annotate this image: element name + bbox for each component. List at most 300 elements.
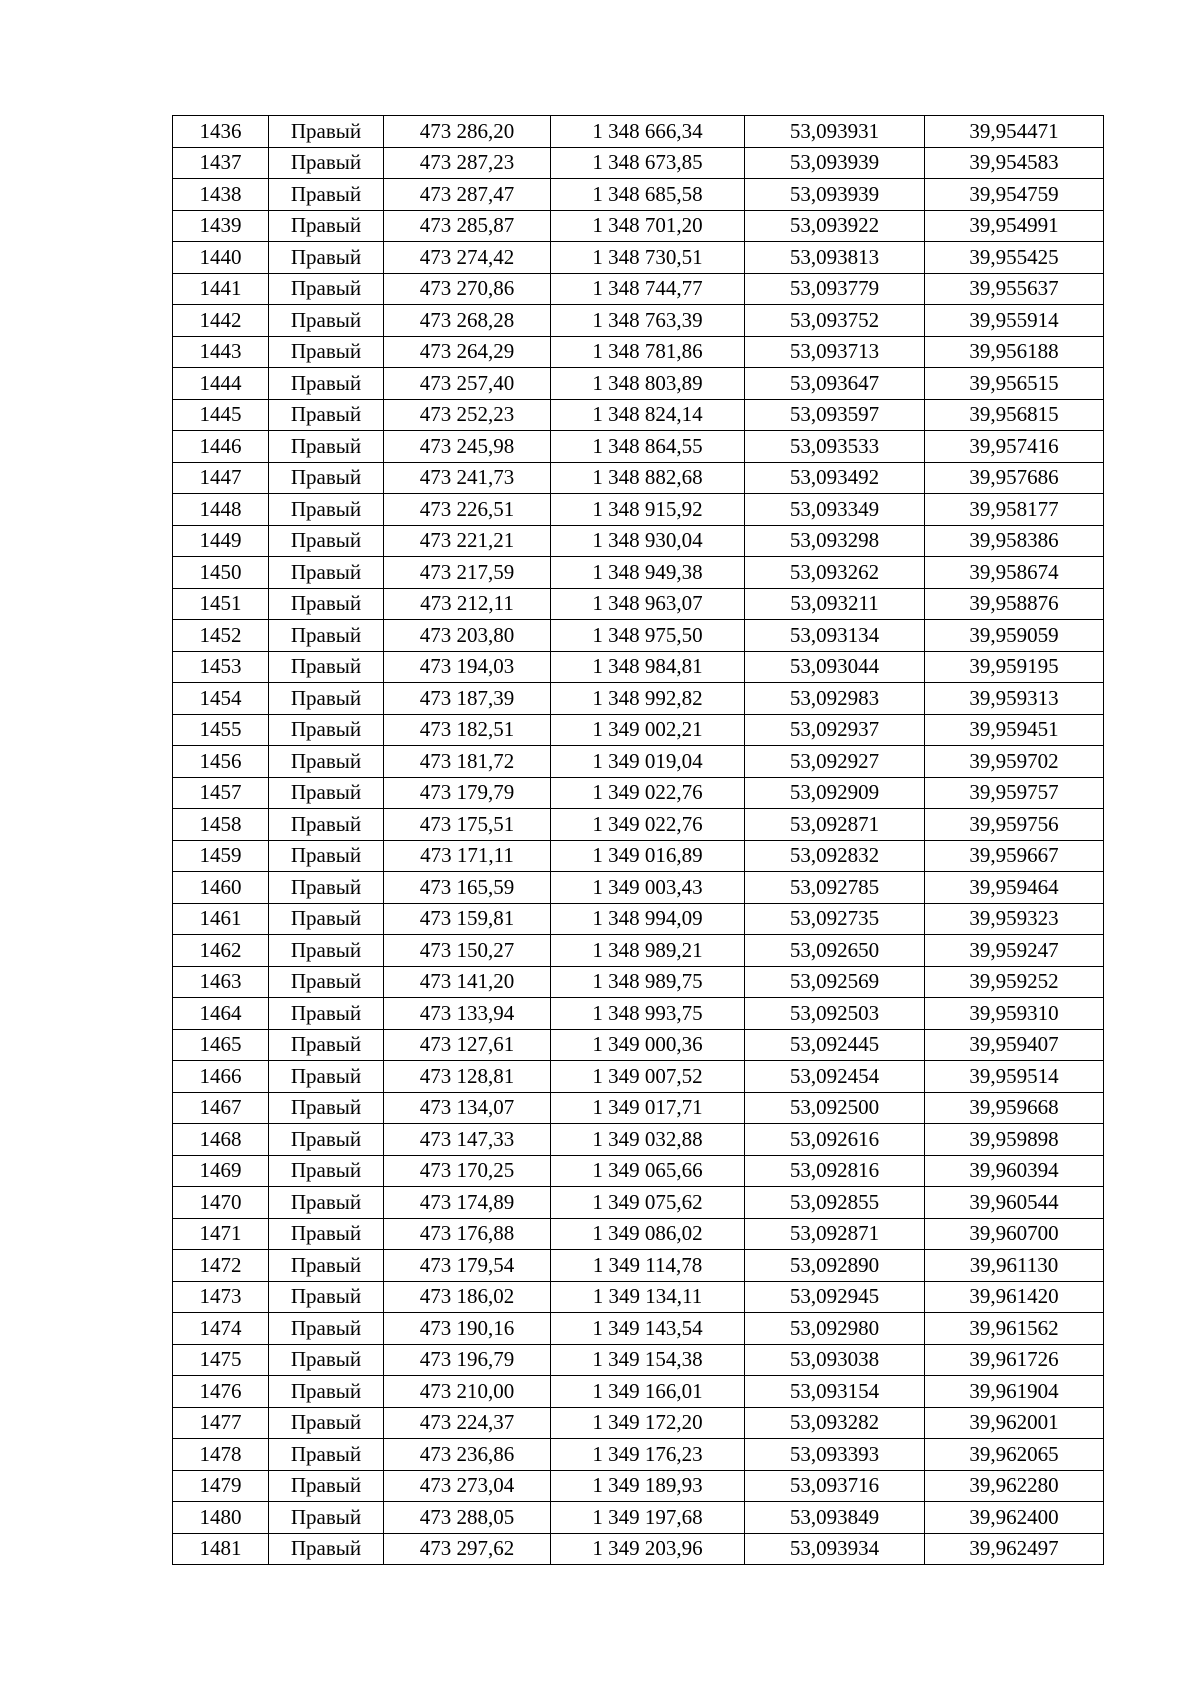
latitude-cell: 53,093044 [745, 651, 925, 683]
y-coordinate-cell: 1 349 017,71 [551, 1092, 745, 1124]
longitude-cell: 39,959313 [925, 683, 1104, 715]
point-number-cell: 1442 [173, 305, 269, 337]
y-coordinate-cell: 1 349 003,43 [551, 872, 745, 904]
longitude-cell: 39,958876 [925, 588, 1104, 620]
point-number-cell: 1445 [173, 399, 269, 431]
table-row [173, 431, 1104, 463]
longitude-cell: 39,959323 [925, 903, 1104, 935]
y-coordinate-cell: 1 349 022,76 [551, 809, 745, 841]
point-number-cell: 1447 [173, 462, 269, 494]
table-row [173, 777, 1104, 809]
point-number-cell: 1446 [173, 431, 269, 463]
side-cell: Правый [269, 1470, 384, 1502]
longitude-cell: 39,959898 [925, 1124, 1104, 1156]
table-row [173, 746, 1104, 778]
table-row [173, 1218, 1104, 1250]
longitude-cell: 39,957416 [925, 431, 1104, 463]
latitude-cell: 53,092500 [745, 1092, 925, 1124]
latitude-cell: 53,093931 [745, 116, 925, 148]
y-coordinate-cell: 1 348 701,20 [551, 210, 745, 242]
longitude-cell: 39,959451 [925, 714, 1104, 746]
latitude-cell: 53,093713 [745, 336, 925, 368]
longitude-cell: 39,959464 [925, 872, 1104, 904]
y-coordinate-cell: 1 349 065,66 [551, 1155, 745, 1187]
table-row [173, 1344, 1104, 1376]
point-number-cell: 1454 [173, 683, 269, 715]
longitude-cell: 39,962400 [925, 1502, 1104, 1534]
table-row [173, 1155, 1104, 1187]
x-coordinate-cell: 473 226,51 [384, 494, 551, 526]
x-coordinate-cell: 473 236,86 [384, 1439, 551, 1471]
x-coordinate-cell: 473 150,27 [384, 935, 551, 967]
side-cell: Правый [269, 1313, 384, 1345]
y-coordinate-cell: 1 349 197,68 [551, 1502, 745, 1534]
table-row [173, 840, 1104, 872]
x-coordinate-cell: 473 182,51 [384, 714, 551, 746]
x-coordinate-cell: 473 187,39 [384, 683, 551, 715]
side-cell: Правый [269, 210, 384, 242]
latitude-cell: 53,092832 [745, 840, 925, 872]
latitude-cell: 53,093934 [745, 1533, 925, 1565]
table-row [173, 1061, 1104, 1093]
point-number-cell: 1471 [173, 1218, 269, 1250]
y-coordinate-cell: 1 349 176,23 [551, 1439, 745, 1471]
longitude-cell: 39,961562 [925, 1313, 1104, 1345]
table-row [173, 1439, 1104, 1471]
longitude-cell: 39,959757 [925, 777, 1104, 809]
x-coordinate-cell: 473 190,16 [384, 1313, 551, 1345]
longitude-cell: 39,961130 [925, 1250, 1104, 1282]
point-number-cell: 1452 [173, 620, 269, 652]
side-cell: Правый [269, 746, 384, 778]
point-number-cell: 1441 [173, 273, 269, 305]
side-cell: Правый [269, 998, 384, 1030]
longitude-cell: 39,961420 [925, 1281, 1104, 1313]
x-coordinate-cell: 473 179,79 [384, 777, 551, 809]
y-coordinate-cell: 1 348 763,39 [551, 305, 745, 337]
y-coordinate-cell: 1 349 000,36 [551, 1029, 745, 1061]
latitude-cell: 53,093922 [745, 210, 925, 242]
latitude-cell: 53,093779 [745, 273, 925, 305]
y-coordinate-cell: 1 348 930,04 [551, 525, 745, 557]
longitude-cell: 39,959252 [925, 966, 1104, 998]
y-coordinate-cell: 1 348 915,92 [551, 494, 745, 526]
y-coordinate-cell: 1 349 022,76 [551, 777, 745, 809]
table-row [173, 399, 1104, 431]
side-cell: Правый [269, 1344, 384, 1376]
point-number-cell: 1481 [173, 1533, 269, 1565]
table-row [173, 651, 1104, 683]
table-row [173, 1124, 1104, 1156]
x-coordinate-cell: 473 159,81 [384, 903, 551, 935]
point-number-cell: 1437 [173, 147, 269, 179]
longitude-cell: 39,961904 [925, 1376, 1104, 1408]
latitude-cell: 53,093134 [745, 620, 925, 652]
x-coordinate-cell: 473 224,37 [384, 1407, 551, 1439]
side-cell: Правый [269, 1439, 384, 1471]
table-row [173, 494, 1104, 526]
x-coordinate-cell: 473 181,72 [384, 746, 551, 778]
point-number-cell: 1449 [173, 525, 269, 557]
point-number-cell: 1461 [173, 903, 269, 935]
side-cell: Правый [269, 494, 384, 526]
x-coordinate-cell: 473 245,98 [384, 431, 551, 463]
y-coordinate-cell: 1 349 172,20 [551, 1407, 745, 1439]
longitude-cell: 39,955425 [925, 242, 1104, 274]
y-coordinate-cell: 1 349 007,52 [551, 1061, 745, 1093]
longitude-cell: 39,959756 [925, 809, 1104, 841]
y-coordinate-cell: 1 348 963,07 [551, 588, 745, 620]
y-coordinate-cell: 1 348 993,75 [551, 998, 745, 1030]
y-coordinate-cell: 1 349 016,89 [551, 840, 745, 872]
y-coordinate-cell: 1 348 864,55 [551, 431, 745, 463]
side-cell: Правый [269, 840, 384, 872]
side-cell: Правый [269, 966, 384, 998]
side-cell: Правый [269, 116, 384, 148]
side-cell: Правый [269, 305, 384, 337]
table-row [173, 462, 1104, 494]
latitude-cell: 53,093597 [745, 399, 925, 431]
longitude-cell: 39,956188 [925, 336, 1104, 368]
side-cell: Правый [269, 273, 384, 305]
latitude-cell: 53,093647 [745, 368, 925, 400]
latitude-cell: 53,092454 [745, 1061, 925, 1093]
longitude-cell: 39,962001 [925, 1407, 1104, 1439]
point-number-cell: 1480 [173, 1502, 269, 1534]
point-number-cell: 1474 [173, 1313, 269, 1345]
side-cell: Правый [269, 431, 384, 463]
table-row [173, 1250, 1104, 1282]
longitude-cell: 39,959310 [925, 998, 1104, 1030]
x-coordinate-cell: 473 176,88 [384, 1218, 551, 1250]
longitude-cell: 39,962065 [925, 1439, 1104, 1471]
side-cell: Правый [269, 935, 384, 967]
x-coordinate-cell: 473 194,03 [384, 651, 551, 683]
side-cell: Правый [269, 1376, 384, 1408]
x-coordinate-cell: 473 196,79 [384, 1344, 551, 1376]
side-cell: Правый [269, 1155, 384, 1187]
y-coordinate-cell: 1 348 666,34 [551, 116, 745, 148]
latitude-cell: 53,093211 [745, 588, 925, 620]
x-coordinate-cell: 473 175,51 [384, 809, 551, 841]
x-coordinate-cell: 473 134,07 [384, 1092, 551, 1124]
side-cell: Правый [269, 1092, 384, 1124]
longitude-cell: 39,959668 [925, 1092, 1104, 1124]
latitude-cell: 53,093849 [745, 1502, 925, 1534]
point-number-cell: 1467 [173, 1092, 269, 1124]
point-number-cell: 1463 [173, 966, 269, 998]
longitude-cell: 39,959247 [925, 935, 1104, 967]
side-cell: Правый [269, 1187, 384, 1219]
y-coordinate-cell: 1 348 975,50 [551, 620, 745, 652]
latitude-cell: 53,093282 [745, 1407, 925, 1439]
latitude-cell: 53,093492 [745, 462, 925, 494]
latitude-cell: 53,093262 [745, 557, 925, 589]
x-coordinate-cell: 473 128,81 [384, 1061, 551, 1093]
longitude-cell: 39,954471 [925, 116, 1104, 148]
x-coordinate-cell: 473 274,42 [384, 242, 551, 274]
x-coordinate-cell: 473 127,61 [384, 1029, 551, 1061]
longitude-cell: 39,959514 [925, 1061, 1104, 1093]
table-row [173, 273, 1104, 305]
table-row [173, 116, 1104, 148]
table-row [173, 1502, 1104, 1534]
longitude-cell: 39,961726 [925, 1344, 1104, 1376]
side-cell: Правый [269, 1061, 384, 1093]
latitude-cell: 53,092871 [745, 809, 925, 841]
latitude-cell: 53,092980 [745, 1313, 925, 1345]
latitude-cell: 53,092909 [745, 777, 925, 809]
longitude-cell: 39,954583 [925, 147, 1104, 179]
x-coordinate-cell: 473 268,28 [384, 305, 551, 337]
table-row [173, 368, 1104, 400]
latitude-cell: 53,093813 [745, 242, 925, 274]
table-row [173, 935, 1104, 967]
side-cell: Правый [269, 462, 384, 494]
longitude-cell: 39,959702 [925, 746, 1104, 778]
x-coordinate-cell: 473 297,62 [384, 1533, 551, 1565]
latitude-cell: 53,092650 [745, 935, 925, 967]
longitude-cell: 39,959059 [925, 620, 1104, 652]
point-number-cell: 1479 [173, 1470, 269, 1502]
table-row [173, 683, 1104, 715]
point-number-cell: 1455 [173, 714, 269, 746]
latitude-cell: 53,093939 [745, 147, 925, 179]
longitude-cell: 39,958674 [925, 557, 1104, 589]
longitude-cell: 39,962497 [925, 1533, 1104, 1565]
y-coordinate-cell: 1 349 019,04 [551, 746, 745, 778]
side-cell: Правый [269, 1124, 384, 1156]
longitude-cell: 39,956515 [925, 368, 1104, 400]
longitude-cell: 39,955914 [925, 305, 1104, 337]
side-cell: Правый [269, 714, 384, 746]
table-row [173, 872, 1104, 904]
x-coordinate-cell: 473 264,29 [384, 336, 551, 368]
x-coordinate-cell: 473 174,89 [384, 1187, 551, 1219]
latitude-cell: 53,092616 [745, 1124, 925, 1156]
x-coordinate-cell: 473 186,02 [384, 1281, 551, 1313]
side-cell: Правый [269, 1218, 384, 1250]
latitude-cell: 53,093154 [745, 1376, 925, 1408]
latitude-cell: 53,093349 [745, 494, 925, 526]
y-coordinate-cell: 1 349 114,78 [551, 1250, 745, 1282]
point-number-cell: 1460 [173, 872, 269, 904]
longitude-cell: 39,954991 [925, 210, 1104, 242]
x-coordinate-cell: 473 285,87 [384, 210, 551, 242]
point-number-cell: 1465 [173, 1029, 269, 1061]
table-row [173, 1470, 1104, 1502]
point-number-cell: 1472 [173, 1250, 269, 1282]
table-row [173, 998, 1104, 1030]
x-coordinate-cell: 473 273,04 [384, 1470, 551, 1502]
latitude-cell: 53,093298 [745, 525, 925, 557]
side-cell: Правый [269, 903, 384, 935]
side-cell: Правый [269, 1281, 384, 1313]
y-coordinate-cell: 1 348 685,58 [551, 179, 745, 211]
latitude-cell: 53,092927 [745, 746, 925, 778]
side-cell: Правый [269, 1533, 384, 1565]
latitude-cell: 53,093716 [745, 1470, 925, 1502]
y-coordinate-cell: 1 348 989,21 [551, 935, 745, 967]
longitude-cell: 39,958177 [925, 494, 1104, 526]
side-cell: Правый [269, 777, 384, 809]
point-number-cell: 1464 [173, 998, 269, 1030]
table-row [173, 714, 1104, 746]
latitude-cell: 53,092785 [745, 872, 925, 904]
side-cell: Правый [269, 809, 384, 841]
table-row [173, 305, 1104, 337]
table-row [173, 147, 1104, 179]
side-cell: Правый [269, 525, 384, 557]
latitude-cell: 53,092735 [745, 903, 925, 935]
latitude-cell: 53,092983 [745, 683, 925, 715]
table-row [173, 588, 1104, 620]
y-coordinate-cell: 1 349 002,21 [551, 714, 745, 746]
latitude-cell: 53,092445 [745, 1029, 925, 1061]
table-row [173, 809, 1104, 841]
x-coordinate-cell: 473 141,20 [384, 966, 551, 998]
side-cell: Правый [269, 651, 384, 683]
y-coordinate-cell: 1 348 984,81 [551, 651, 745, 683]
longitude-cell: 39,960544 [925, 1187, 1104, 1219]
x-coordinate-cell: 473 257,40 [384, 368, 551, 400]
point-number-cell: 1469 [173, 1155, 269, 1187]
table-row [173, 1376, 1104, 1408]
table-row [173, 179, 1104, 211]
table-row [173, 1313, 1104, 1345]
longitude-cell: 39,959195 [925, 651, 1104, 683]
table-row [173, 1533, 1104, 1565]
x-coordinate-cell: 473 217,59 [384, 557, 551, 589]
y-coordinate-cell: 1 348 994,09 [551, 903, 745, 935]
x-coordinate-cell: 473 252,23 [384, 399, 551, 431]
side-cell: Правый [269, 399, 384, 431]
y-coordinate-cell: 1 349 203,96 [551, 1533, 745, 1565]
table-row [173, 966, 1104, 998]
x-coordinate-cell: 473 165,59 [384, 872, 551, 904]
latitude-cell: 53,093393 [745, 1439, 925, 1471]
latitude-cell: 53,093038 [745, 1344, 925, 1376]
point-number-cell: 1478 [173, 1439, 269, 1471]
point-number-cell: 1443 [173, 336, 269, 368]
point-number-cell: 1476 [173, 1376, 269, 1408]
side-cell: Правый [269, 242, 384, 274]
y-coordinate-cell: 1 349 166,01 [551, 1376, 745, 1408]
y-coordinate-cell: 1 348 781,86 [551, 336, 745, 368]
y-coordinate-cell: 1 348 803,89 [551, 368, 745, 400]
coordinates-table [172, 115, 1104, 1565]
x-coordinate-cell: 473 221,21 [384, 525, 551, 557]
x-coordinate-cell: 473 171,11 [384, 840, 551, 872]
y-coordinate-cell: 1 348 882,68 [551, 462, 745, 494]
latitude-cell: 53,092855 [745, 1187, 925, 1219]
y-coordinate-cell: 1 348 730,51 [551, 242, 745, 274]
point-number-cell: 1457 [173, 777, 269, 809]
point-number-cell: 1451 [173, 588, 269, 620]
side-cell: Правый [269, 368, 384, 400]
table-row [173, 1029, 1104, 1061]
table-row [173, 336, 1104, 368]
point-number-cell: 1440 [173, 242, 269, 274]
table-row [173, 1187, 1104, 1219]
table-row [173, 1281, 1104, 1313]
point-number-cell: 1470 [173, 1187, 269, 1219]
side-cell: Правый [269, 147, 384, 179]
side-cell: Правый [269, 336, 384, 368]
longitude-cell: 39,960394 [925, 1155, 1104, 1187]
side-cell: Правый [269, 557, 384, 589]
x-coordinate-cell: 473 287,23 [384, 147, 551, 179]
side-cell: Правый [269, 1407, 384, 1439]
longitude-cell: 39,956815 [925, 399, 1104, 431]
point-number-cell: 1453 [173, 651, 269, 683]
table-row [173, 1407, 1104, 1439]
point-number-cell: 1439 [173, 210, 269, 242]
y-coordinate-cell: 1 349 189,93 [551, 1470, 745, 1502]
y-coordinate-cell: 1 349 086,02 [551, 1218, 745, 1250]
x-coordinate-cell: 473 203,80 [384, 620, 551, 652]
table-row [173, 525, 1104, 557]
latitude-cell: 53,092890 [745, 1250, 925, 1282]
table-row [173, 242, 1104, 274]
latitude-cell: 53,092937 [745, 714, 925, 746]
latitude-cell: 53,092871 [745, 1218, 925, 1250]
side-cell: Правый [269, 1502, 384, 1534]
y-coordinate-cell: 1 349 075,62 [551, 1187, 745, 1219]
side-cell: Правый [269, 1250, 384, 1282]
point-number-cell: 1456 [173, 746, 269, 778]
side-cell: Правый [269, 683, 384, 715]
point-number-cell: 1477 [173, 1407, 269, 1439]
point-number-cell: 1450 [173, 557, 269, 589]
table-row [173, 557, 1104, 589]
x-coordinate-cell: 473 241,73 [384, 462, 551, 494]
side-cell: Правый [269, 179, 384, 211]
table-row [173, 210, 1104, 242]
point-number-cell: 1436 [173, 116, 269, 148]
x-coordinate-cell: 473 170,25 [384, 1155, 551, 1187]
y-coordinate-cell: 1 348 744,77 [551, 273, 745, 305]
side-cell: Правый [269, 1029, 384, 1061]
x-coordinate-cell: 473 179,54 [384, 1250, 551, 1282]
x-coordinate-cell: 473 212,11 [384, 588, 551, 620]
latitude-cell: 53,092816 [745, 1155, 925, 1187]
point-number-cell: 1462 [173, 935, 269, 967]
latitude-cell: 53,092503 [745, 998, 925, 1030]
x-coordinate-cell: 473 147,33 [384, 1124, 551, 1156]
y-coordinate-cell: 1 348 673,85 [551, 147, 745, 179]
coordinates-table-body [173, 116, 1104, 1565]
point-number-cell: 1468 [173, 1124, 269, 1156]
x-coordinate-cell: 473 287,47 [384, 179, 551, 211]
point-number-cell: 1466 [173, 1061, 269, 1093]
latitude-cell: 53,092945 [745, 1281, 925, 1313]
point-number-cell: 1448 [173, 494, 269, 526]
x-coordinate-cell: 473 133,94 [384, 998, 551, 1030]
y-coordinate-cell: 1 348 824,14 [551, 399, 745, 431]
point-number-cell: 1438 [173, 179, 269, 211]
y-coordinate-cell: 1 349 134,11 [551, 1281, 745, 1313]
table-row [173, 1092, 1104, 1124]
side-cell: Правый [269, 588, 384, 620]
point-number-cell: 1473 [173, 1281, 269, 1313]
y-coordinate-cell: 1 349 143,54 [551, 1313, 745, 1345]
side-cell: Правый [269, 620, 384, 652]
table-row [173, 903, 1104, 935]
x-coordinate-cell: 473 210,00 [384, 1376, 551, 1408]
longitude-cell: 39,955637 [925, 273, 1104, 305]
point-number-cell: 1444 [173, 368, 269, 400]
